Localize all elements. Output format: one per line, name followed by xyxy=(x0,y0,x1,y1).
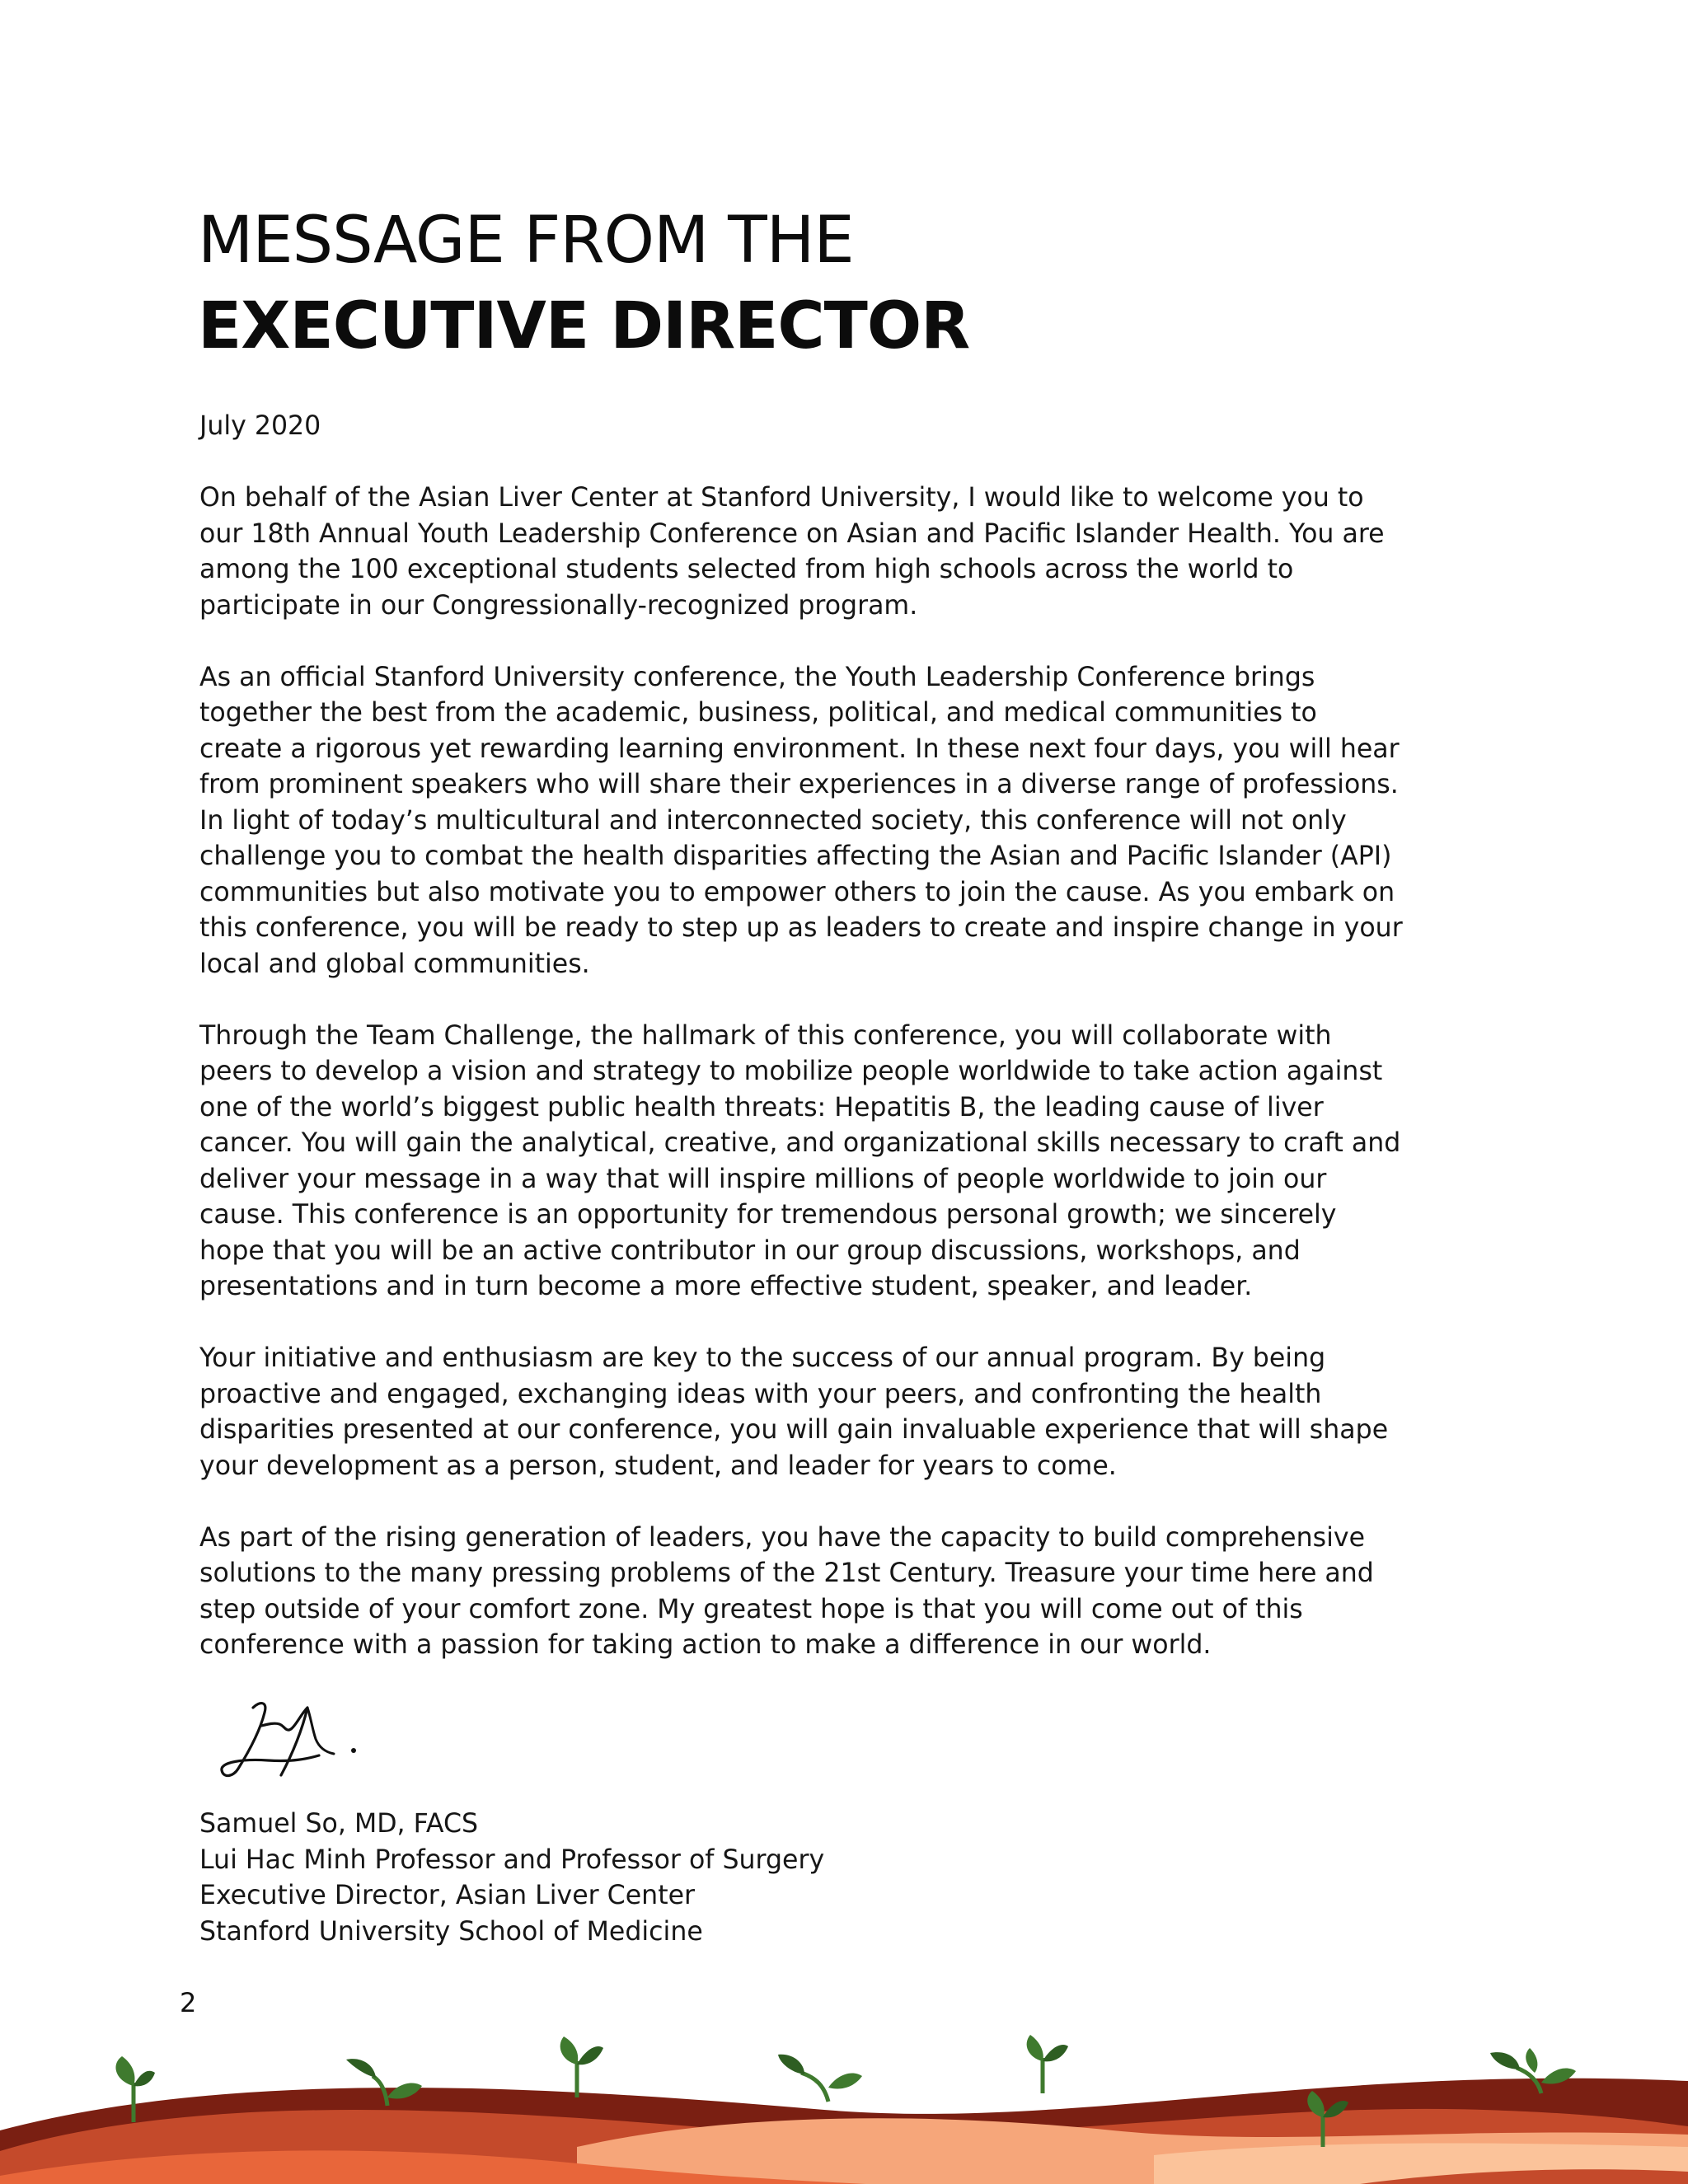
decorative-hills-with-seedlings xyxy=(0,2032,1688,2184)
signature xyxy=(210,1690,375,1788)
letter-body xyxy=(199,409,1403,1664)
paragraph-closing: As part of the rising generation of leaders, you have the capacity to build comprehensive solutions to the many pressing problems of the 21st Century. Treasure your time here and step outside of your comfort zone. My greatest hope is that you will come out of this conference with a passion for taking action to make a difference in our world. xyxy=(199,1522,1374,1660)
signer-position: Lui Hac Minh Professor and Professor of Surgery xyxy=(199,1844,825,1875)
paragraph-team-challenge: Through the Team Challenge, the hallmark of this conference, you will collaborate with peers to develop a vision and strategy to mobilize people worldwide to take action against one of the world’s biggest public health threats: Hepatitis B, the leading cause of liver cancer. You will gain the analytical, creative, and organizational skills necessary to craft and deliver your message in a way that will inspire millions of people worldwide to join our cause. This conference is an opportunity for tremendous personal growth; we sincerely hope that you will be an active contributor in our group discussions, workshops, and presentations and in turn become a more effective student, speaker, and leader. xyxy=(199,1020,1401,1301)
title-line-1: MESSAGE FROM THE xyxy=(198,204,854,278)
paragraph-welcome: On behalf of the Asian Liver Center at Stanford University, I would like to welcome you to our 18th Annual Youth Leadership Conference on Asian and Pacific Islander Health. You are among the 100 exceptional students selected from high schools across the world to participate in our Congressionally-recognized program. xyxy=(199,483,1385,621)
signer-role: Executive Director, Asian Liver Center xyxy=(199,1881,696,1910)
signer-name: Samuel So, MD, FACS xyxy=(199,1809,479,1839)
page-title xyxy=(198,198,969,369)
page-number: 2 xyxy=(180,1987,197,2018)
title-line-2: EXECUTIVE DIRECTOR xyxy=(198,289,970,363)
seedling-icon xyxy=(1027,2035,1068,2093)
paragraph-conference: As an official Stanford University conference, the Youth Leadership Conference brings together the best from the academic, business, political, and medical communities to create a rigorous yet rewarding learning environment. In these next four days, you will hear from prominent speakers who will share their experiences in a diverse range of professions. In light of today’s multicultural and interconnected society, this conference will not only challenge you to combat the health disparities affecting the Asian and Pacific Islander (API) communities but also motivate you to empower others to join the cause. As you embark on this conference, you will be ready to step up as leaders to create and inspire change in your local and global communities. xyxy=(199,662,1403,979)
signoff-block xyxy=(199,1807,824,1950)
signer-institution: Stanford University School of Medicine xyxy=(199,1916,703,1947)
letter-date: July 2020 xyxy=(199,411,321,441)
seedling-icon xyxy=(778,2055,862,2102)
seedling-icon xyxy=(560,2036,603,2097)
paragraph-initiative: Your initiative and enthusiasm are key to the success of our annual program. By being proactive and engaged, exchanging ideas with your peers, and confronting the health disparities presented at our conference, you will gain invaluable experience that will shape your development as a person, student, and leader for years to come. xyxy=(199,1343,1389,1481)
